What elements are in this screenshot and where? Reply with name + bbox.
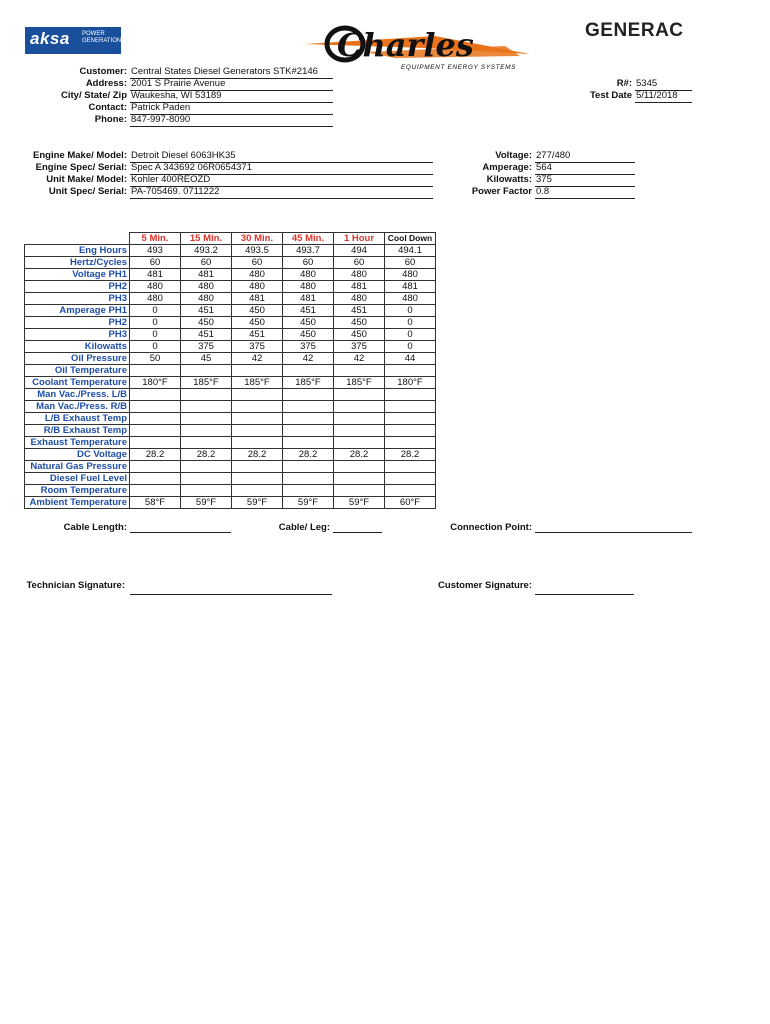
row-label: PH3: [25, 329, 130, 341]
table-cell: [130, 425, 181, 437]
contact-label: Contact:: [88, 102, 127, 113]
aksa-logo-sub: POWER GENERATION: [82, 31, 122, 44]
table-cell: [385, 365, 436, 377]
table-cell: 480: [385, 293, 436, 305]
table-row: [25, 245, 436, 257]
table-cell: 59°F: [181, 497, 232, 509]
table-cell: [334, 401, 385, 413]
table-cell: 375: [232, 341, 283, 353]
table-cell: [283, 413, 334, 425]
table-cell: 450: [283, 317, 334, 329]
unit-spec-label: Unit Spec/ Serial:: [48, 186, 127, 197]
table-cell: [130, 473, 181, 485]
table-row: [25, 305, 436, 317]
table-cell: 58°F: [130, 497, 181, 509]
table-cell: 60°F: [385, 497, 436, 509]
customer-label: Customer:: [79, 66, 127, 77]
table-cell: [334, 437, 385, 449]
table-row: [25, 413, 436, 425]
table-cell: 451: [181, 305, 232, 317]
table-cell: 480: [385, 269, 436, 281]
table-cell: 481: [232, 293, 283, 305]
table-cell: 450: [283, 329, 334, 341]
table-cell: 59°F: [283, 497, 334, 509]
connection-point-label: Connection Point:: [450, 522, 532, 533]
table-cell: 28.2: [385, 449, 436, 461]
table-cell: [385, 401, 436, 413]
table-cell: 481: [130, 269, 181, 281]
table-cell: 42: [283, 353, 334, 365]
row-label: Oil Temperature: [25, 365, 130, 377]
table-cell: 180°F: [385, 377, 436, 389]
table-cell: 60: [232, 257, 283, 269]
row-label: Eng Hours: [25, 245, 130, 257]
table-cell: 481: [283, 293, 334, 305]
amperage-label: Amperage:: [482, 162, 532, 173]
table-cell: 450: [334, 329, 385, 341]
table-cell: 480: [283, 281, 334, 293]
table-row: [25, 473, 436, 485]
table-cell: [181, 437, 232, 449]
table-cell: [181, 401, 232, 413]
table-cell: 450: [232, 305, 283, 317]
table-row: [25, 269, 436, 281]
table-cell: 0: [385, 341, 436, 353]
table-cell: 494.1: [385, 245, 436, 257]
table-cell: [130, 485, 181, 497]
test-date-value: 5/11/2018: [635, 90, 692, 103]
table-cell: [232, 389, 283, 401]
table-cell: 42: [232, 353, 283, 365]
table-cell: 450: [232, 317, 283, 329]
kilowatts-label: Kilowatts:: [486, 174, 532, 185]
amperage-value: 564: [535, 162, 635, 175]
cable-length-label: Cable Length:: [63, 522, 127, 533]
customer-signature-label: Customer Signature:: [438, 580, 532, 591]
generac-logo: GENERAC: [585, 20, 684, 41]
kilowatts-value: 375: [535, 174, 635, 187]
table-cell: 451: [232, 329, 283, 341]
charles-logo: [305, 22, 530, 77]
table-cell: [232, 461, 283, 473]
technician-signature-line[interactable]: [130, 594, 332, 595]
row-label: PH2: [25, 317, 130, 329]
table-cell: [130, 413, 181, 425]
customer-value: Central States Diesel Generators STK#2146: [130, 66, 333, 79]
table-cell: 451: [181, 329, 232, 341]
table-cell: 59°F: [232, 497, 283, 509]
table-cell: 451: [334, 305, 385, 317]
table-cell: [283, 485, 334, 497]
table-row: [25, 341, 436, 353]
table-row: [25, 389, 436, 401]
row-label: Oil Pressure: [25, 353, 130, 365]
charles-logo-word: Charles: [337, 26, 474, 64]
row-label: Voltage PH1: [25, 269, 130, 281]
table-cell: [181, 461, 232, 473]
table-cell: [334, 485, 385, 497]
table-cell: 480: [181, 281, 232, 293]
unit-make-value: Kohler 400REOZD: [130, 174, 433, 187]
table-cell: 480: [334, 269, 385, 281]
table-cell: 480: [232, 269, 283, 281]
table-cell: 185°F: [181, 377, 232, 389]
table-cell: 493: [130, 245, 181, 257]
row-label: Exhaust Temperature: [25, 437, 130, 449]
table-cell: [181, 485, 232, 497]
table-row: [25, 461, 436, 473]
table-cell: [385, 389, 436, 401]
table-row: [25, 377, 436, 389]
table-cell: 28.2: [130, 449, 181, 461]
row-label: Ambient Temperature: [25, 497, 130, 509]
table-cell: [283, 437, 334, 449]
column-header: 30 Min.: [232, 233, 283, 245]
table-cell: 0: [130, 341, 181, 353]
table-cell: [385, 437, 436, 449]
table-cell: 493.2: [181, 245, 232, 257]
engine-spec-value: Spec A 343692 06R0654371: [130, 162, 433, 175]
table-cell: 44: [385, 353, 436, 365]
power-factor-value: 0.8: [535, 186, 635, 199]
table-cell: 0: [385, 305, 436, 317]
row-label: Room Temperature: [25, 485, 130, 497]
table-cell: [283, 365, 334, 377]
table-cell: 493.7: [283, 245, 334, 257]
table-cell: [232, 473, 283, 485]
table-cell: 480: [130, 281, 181, 293]
table-cell: 60: [283, 257, 334, 269]
phone-label: Phone:: [94, 114, 127, 125]
table-cell: [130, 461, 181, 473]
table-header-corner: [25, 233, 130, 245]
row-label: Man Vac./Press. R/B: [25, 401, 130, 413]
table-cell: 494: [334, 245, 385, 257]
table-cell: [232, 437, 283, 449]
table-cell: 0: [130, 305, 181, 317]
table-row: [25, 257, 436, 269]
table-cell: [334, 365, 385, 377]
table-row: [25, 281, 436, 293]
power-factor-label: Power Factor: [471, 186, 532, 197]
table-cell: 0: [130, 317, 181, 329]
table-row: [25, 293, 436, 305]
column-header: 5 Min.: [130, 233, 181, 245]
table-cell: [232, 425, 283, 437]
table-cell: [181, 473, 232, 485]
row-label: PH3: [25, 293, 130, 305]
table-cell: 185°F: [283, 377, 334, 389]
row-label: Diesel Fuel Level: [25, 473, 130, 485]
table-cell: 0: [385, 317, 436, 329]
table-cell: 481: [181, 269, 232, 281]
aksa-logo: [25, 27, 121, 54]
table-cell: 45: [181, 353, 232, 365]
table-cell: 450: [181, 317, 232, 329]
column-header: Cool Down: [385, 233, 436, 245]
engine-make-label: Engine Make/ Model:: [33, 150, 127, 161]
table-cell: 375: [334, 341, 385, 353]
table-cell: [385, 425, 436, 437]
row-label: PH2: [25, 281, 130, 293]
column-header: 15 Min.: [181, 233, 232, 245]
test-readings-table: [24, 232, 436, 509]
table-cell: [283, 461, 334, 473]
table-cell: 0: [130, 329, 181, 341]
technician-signature-label: Technician Signature:: [26, 580, 125, 591]
table-row: [25, 485, 436, 497]
cable-length-line[interactable]: [130, 532, 231, 533]
customer-signature-line[interactable]: [535, 594, 634, 595]
table-cell: [334, 389, 385, 401]
table-cell: [334, 425, 385, 437]
row-label: Kilowatts: [25, 341, 130, 353]
city-value: Waukesha, WI 53189: [130, 90, 333, 103]
phone-value: 847-997-8090: [130, 114, 333, 127]
table-cell: 180°F: [130, 377, 181, 389]
table-cell: [181, 425, 232, 437]
row-label: Natural Gas Pressure: [25, 461, 130, 473]
row-label: Amperage PH1: [25, 305, 130, 317]
table-cell: [130, 389, 181, 401]
table-cell: [283, 473, 334, 485]
table-cell: 28.2: [283, 449, 334, 461]
table-cell: [232, 401, 283, 413]
city-label: City/ State/ Zip: [61, 90, 127, 101]
table-cell: 60: [130, 257, 181, 269]
charles-logo-tagline: EQUIPMENT ENERGY SYSTEMS: [401, 64, 517, 71]
row-label: Coolant Temperature: [25, 377, 130, 389]
table-cell: 375: [283, 341, 334, 353]
table-row: [25, 437, 436, 449]
voltage-label: Voltage:: [495, 150, 532, 161]
table-cell: 185°F: [232, 377, 283, 389]
table-cell: [181, 389, 232, 401]
table-cell: [181, 413, 232, 425]
table-cell: 480: [232, 281, 283, 293]
table-cell: 185°F: [334, 377, 385, 389]
aksa-logo-word: aksa: [30, 29, 70, 48]
test-date-label: Test Date: [589, 90, 632, 101]
table-cell: [283, 425, 334, 437]
table-cell: 28.2: [334, 449, 385, 461]
table-cell: 60: [181, 257, 232, 269]
table-cell: 493.5: [232, 245, 283, 257]
table-cell: 375: [181, 341, 232, 353]
table-cell: [385, 485, 436, 497]
table-cell: 480: [130, 293, 181, 305]
row-label: DC Voltage: [25, 449, 130, 461]
table-cell: [232, 413, 283, 425]
table-cell: 0: [385, 329, 436, 341]
table-cell: 450: [334, 317, 385, 329]
table-cell: 480: [334, 293, 385, 305]
voltage-value: 277/480: [535, 150, 635, 163]
connection-point-line[interactable]: [535, 532, 692, 533]
table-row: [25, 317, 436, 329]
table-cell: 28.2: [181, 449, 232, 461]
table-cell: 60: [334, 257, 385, 269]
table-cell: [232, 485, 283, 497]
address-value: 2001 S Prairie Avenue: [130, 78, 333, 91]
table-cell: [334, 473, 385, 485]
unit-spec-value: PA-705469. 0711222: [130, 186, 433, 199]
address-label: Address:: [85, 78, 127, 89]
engine-make-value: Detroit Diesel 6063HK35: [130, 150, 433, 163]
column-header: 1 Hour: [334, 233, 385, 245]
table-cell: 481: [385, 281, 436, 293]
table-cell: 28.2: [232, 449, 283, 461]
cable-leg-line[interactable]: [333, 532, 382, 533]
table-row: [25, 353, 436, 365]
table-cell: 480: [181, 293, 232, 305]
table-cell: 480: [283, 269, 334, 281]
table-row: [25, 449, 436, 461]
table-row: [25, 329, 436, 341]
table-cell: [334, 461, 385, 473]
contact-value: Patrick Paden: [130, 102, 333, 115]
table-cell: [283, 389, 334, 401]
r-number-value: 5345: [635, 78, 692, 91]
table-cell: [181, 365, 232, 377]
table-cell: [385, 413, 436, 425]
table-row: [25, 365, 436, 377]
row-label: Hertz/Cycles: [25, 257, 130, 269]
table-cell: [130, 401, 181, 413]
table-cell: [232, 365, 283, 377]
table-cell: 50: [130, 353, 181, 365]
unit-make-label: Unit Make/ Model:: [46, 174, 127, 185]
table-cell: 42: [334, 353, 385, 365]
table-cell: [130, 437, 181, 449]
table-cell: 481: [334, 281, 385, 293]
engine-spec-label: Engine Spec/ Serial:: [35, 162, 127, 173]
cable-leg-label: Cable/ Leg:: [278, 522, 330, 533]
table-cell: [130, 365, 181, 377]
table-row: [25, 401, 436, 413]
table-body: [25, 245, 436, 509]
table-cell: [334, 413, 385, 425]
column-header: 45 Min.: [283, 233, 334, 245]
table-row: [25, 425, 436, 437]
table-header-row: [25, 233, 436, 245]
table-cell: 60: [385, 257, 436, 269]
table-cell: [283, 401, 334, 413]
table-row: [25, 497, 436, 509]
r-number-label: R#:: [616, 78, 632, 89]
row-label: Man Vac./Press. L/B: [25, 389, 130, 401]
table-cell: [385, 461, 436, 473]
table-cell: 451: [283, 305, 334, 317]
row-label: R/B Exhaust Temp: [25, 425, 130, 437]
table-cell: [385, 473, 436, 485]
row-label: L/B Exhaust Temp: [25, 413, 130, 425]
table-cell: 59°F: [334, 497, 385, 509]
